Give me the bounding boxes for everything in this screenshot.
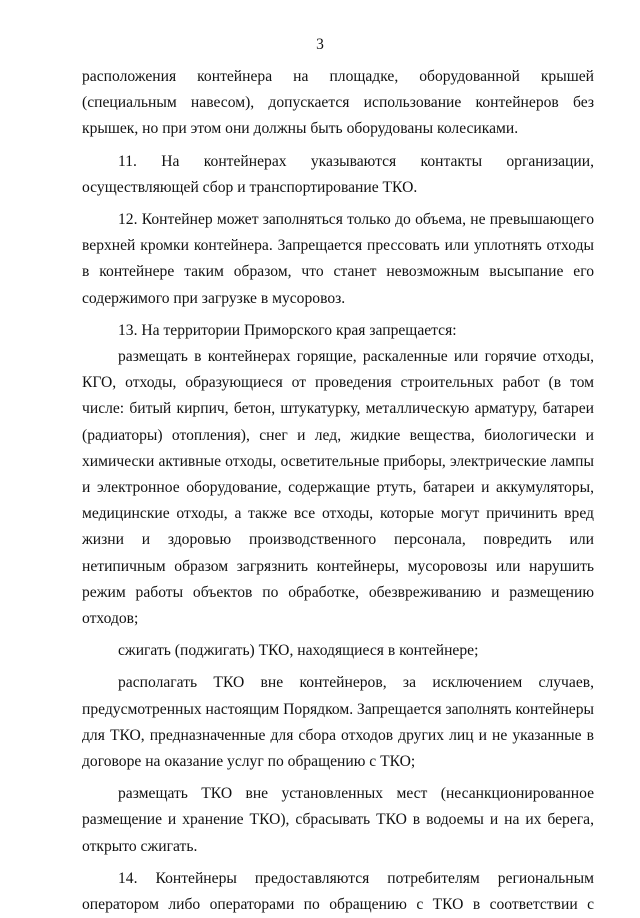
- paragraph-prohibition-unauthorized-placement: размещать ТКО вне установленных мест (несанкционированное размещение и хранение ТКО), сбрасывать ТКО в водоемы и на их берега, открыто сжигать.: [82, 785, 594, 855]
- page-number: 3: [316, 36, 324, 53]
- document-body: [82, 64, 594, 918]
- paragraph-prohibition-placing-hazardous: размещать в контейнерах горящие, раскаленные или горячие отходы, КГО, отходы, образующиеся от проведения строительных работ (в том числе: битый кирпич, бетон, штукатурку, металлическую арматуру, батареи (радиаторы) отопления), снег и лед, жидкие вещества, биологически и химически активные отходы, осветительные приборы, электрические лампы и электронное оборудование, содержащие ртуть, батареи и аккумуляторы, медицинские отходы, а также все отходы, которые могут причинить вред жизни и здоровью производственного персонала, повредить или нетипичным образом загрязнить контейнеры, мусоровозы или нарушить режим работы объектов по обработке, обезвреживанию и размещению отходов;: [82, 348, 594, 628]
- paragraph-item-12: 12. Контейнер может заполняться только до объема, не превышающего верхней кромки контейнера. Запрещается прессовать или уплотнять отходы в контейнере таким образом, что станет невозможным высыпание его содержимого при загрузке в мусоровоз.: [82, 211, 594, 307]
- paragraph-item-11: 11. На контейнерах указываются контакты организации, осуществляющей сбор и транспортирование ТКО.: [82, 152, 594, 196]
- paragraph-prohibition-placing-outside: располагать ТКО вне контейнеров, за исключением случаев, предусмотренных настоящим Порядком. Запрещается заполнять контейнеры для ТКО, предназначенные для сбора отходов других лиц и не указанные в договоре на оказание услуг по обращению с ТКО;: [82, 674, 594, 771]
- paragraph-continuation: расположения контейнера на площадке, оборудованной крышей (специальным навесом), допускается использование контейнеров без крышек, но при этом они должны быть оборудованы колесиками.: [82, 68, 594, 138]
- paragraph-prohibition-burning-in-container: сжигать (поджигать) ТКО, находящиеся в контейнере;: [118, 642, 479, 660]
- paragraph-item-14: 14. Контейнеры предоставляются потребителям региональным оператором либо операторами по обращению с ТКО в соответствии с: [82, 869, 594, 914]
- paragraph-item-13: 13. На территории Приморского края запрещается:: [118, 321, 457, 339]
